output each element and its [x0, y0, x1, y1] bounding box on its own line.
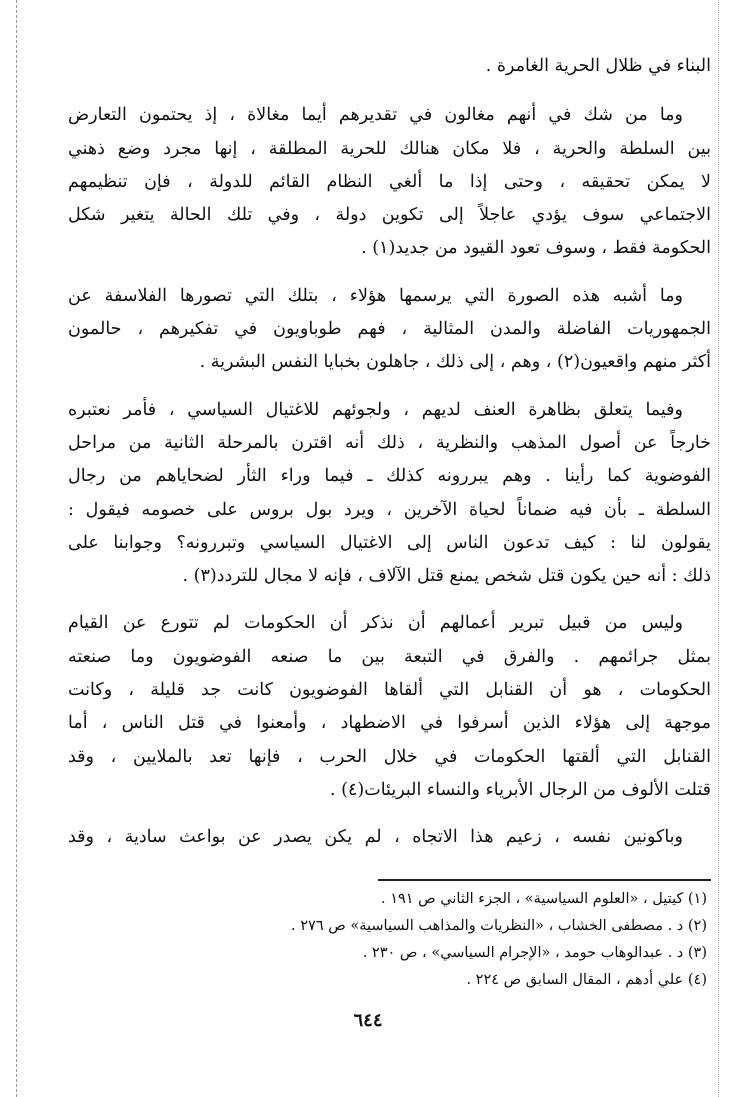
- text-line: وما من شك في أنهم مغالون في تقديرهم أيما مغالاة ، إذ يحتمون التعارض: [68, 105, 683, 126]
- text-line: لا يمكن تحقيقه ، وحتى إذا ما ألغي النظام القائم للدولة ، فإن تنظيمهم: [68, 171, 711, 192]
- text-line: الحكومة فقط ، وسوف تعود القيود من جديد(١) .: [361, 238, 711, 259]
- footnotes: [68, 886, 711, 994]
- text-line: وما أشبه هذه الصورة التي يرسمها هؤلاء ، بتلك التي تصورها الفلاسفة عن: [68, 285, 683, 306]
- scan-right-edge: [718, 0, 719, 1097]
- text-line: خارجاً عن أصول المذهب والنظرية ، ذلك أنه اقترن بالمرحلة الثانية من مراحل: [68, 432, 711, 453]
- text-line: موجهة إلى هؤلاء الذين أسرفوا في الاضطهاد ، وأمعنوا في قتل الناس ، أما: [68, 713, 711, 734]
- text-line: وفيما يتعلق بظاهرة العنف لديهم ، ولجوئهم للاغتيال السياسي ، فأمر نعتبره: [68, 399, 683, 420]
- text-line: ذلك : أنه حين يكون قتل شخص يمنع قتل الآلاف ، فإنه لا مجال للتردد(٣) .: [182, 566, 711, 587]
- text-line: قتلت الألوف من الرجال الأبرياء والنساء البريئات(٤) .: [330, 779, 711, 800]
- text-line: أكثر منهم واقعيون(٢) ، وهم ، إلى ذلك ، جاهلون بخبايا النفس البشرية .: [199, 352, 711, 373]
- paragraph-2: [68, 280, 711, 380]
- paragraph-3: [68, 394, 711, 594]
- text-line: يقولون لنا : كيف تدعون الناس إلى الاغتيال السياسي وتبررونه؟ وجوابنا على: [68, 532, 711, 553]
- text-line: بمثل جرائمهم . والفرق في التبعة بين ما صنعه الفوضويون وما صنعته: [68, 646, 711, 667]
- text-line: الجمهوريات الفاضلة والمدن المثالية ، فهم طوباويون في تفكيرهم ، حالمون: [68, 319, 711, 340]
- text-line: الحكومات ، هو أن القنابل التي ألقاها الفوضويون كانت جد قليلة ، وكانت: [68, 680, 711, 701]
- paragraph-4: [68, 607, 711, 807]
- text-line: وليس من قبيل تبرير أعمالهم أن نذكر أن الحكومات لم تتورع عن القيام: [68, 613, 683, 634]
- footnote-divider: [378, 879, 711, 881]
- text-line: البناء في ظلال الحرية الغامرة .: [485, 56, 711, 76]
- paragraph-1: [68, 99, 711, 265]
- text-line: وباكونين نفسه ، زعيم هذا الاتجاه ، لم يكن يصدر عن بواعث سادية ، وقد: [68, 827, 683, 848]
- text-line: القنابل التي ألقتها الحكومات في خلال الحرب ، فإنها تعد بالملايين ، وقد: [68, 746, 711, 767]
- footnote-1: (١) كيتيل ، «العلوم السياسية» ، الجزء الثاني ص ١٩١ .: [380, 891, 707, 907]
- page-body: [68, 50, 711, 855]
- paragraph-opening: [68, 50, 711, 83]
- footnote-4: (٤) علي أدهم ، المقال السابق ص ٢٢٤ .: [466, 972, 707, 988]
- paragraph-5: [68, 821, 711, 854]
- page-number: ٦٤٤: [353, 1010, 383, 1031]
- footnote-2: (٢) د . مصطفى الخشاب ، «النظريات والمذاهب السياسية» ص ٢٧٦ .: [291, 918, 707, 934]
- scan-left-edge: [16, 0, 17, 1097]
- footnote-3: (٣) د . عبدالوهاب حومد ، «الإجرام السياسي» ، ص ٢٣٠ .: [362, 945, 707, 961]
- text-line: الفوضوية كما رأينا . وهم يبررونه كذلك ـ فيما وراء الثأر لضحاياهم من رجال: [68, 466, 711, 487]
- text-line: الاجتماعي سوف يؤدي عاجلاً إلى تكوين دولة ، وفي تلك الحالة يتغير شكل: [68, 205, 711, 226]
- text-line: السلطة ـ بأن فيه ضماناً لحياة الآخرين ، ويرد بول بروس على خصومه فيقول :: [68, 499, 711, 520]
- text-line: بين السلطة والحرية ، فلا مكان هنالك للحرية المطلقة ، إنها مجرد وضع ذهني: [68, 138, 711, 159]
